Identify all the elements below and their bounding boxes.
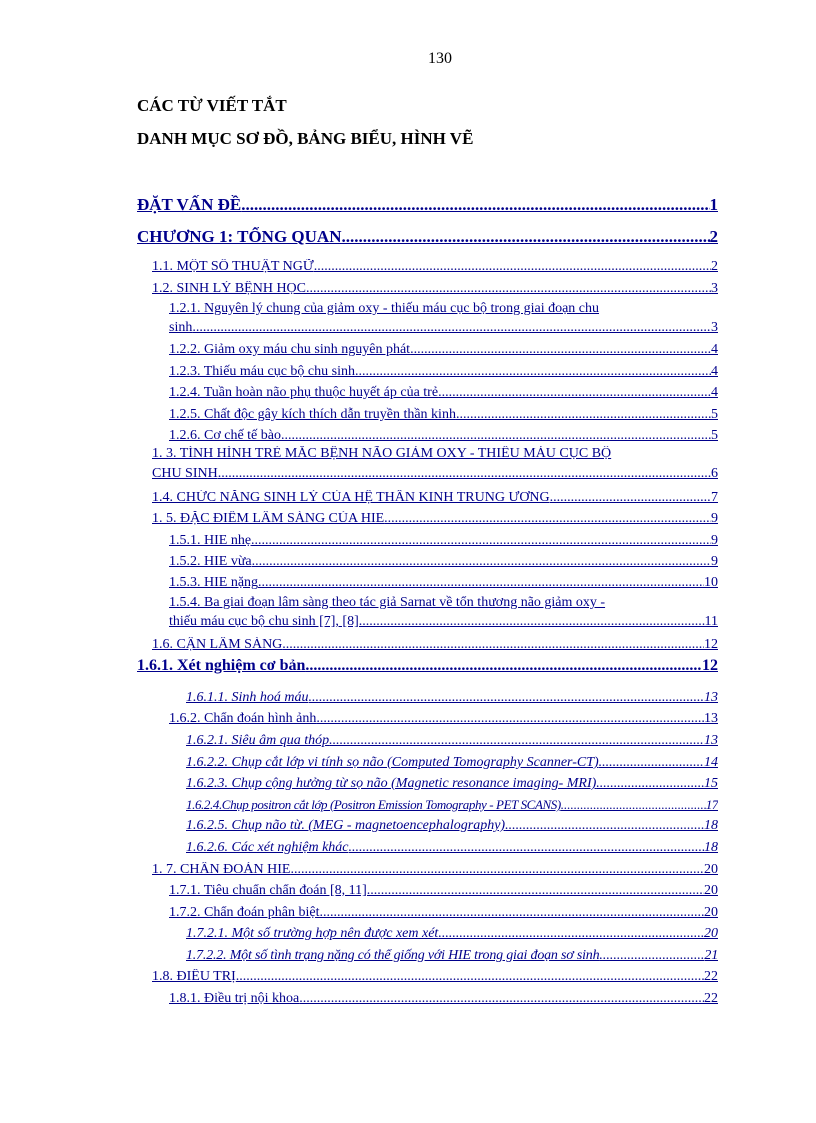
toc-title: 1.6.2.4.Chụp positron cắt lớp (Positron Emission Tomography - PET SCANS) xyxy=(186,797,561,812)
toc-page: 13 xyxy=(704,733,718,748)
toc-page: 4 xyxy=(711,385,718,400)
toc-entry[interactable] xyxy=(152,446,718,482)
toc-title: 1.6.2. Chẩn đoán hình ảnh xyxy=(169,711,317,726)
toc-entry[interactable] xyxy=(169,991,718,1007)
toc-page: 20 xyxy=(704,883,718,898)
toc-entry[interactable] xyxy=(152,490,718,506)
heading-list-of-figures: DANH MỤC SƠ ĐỒ, BẢNG BIỂU, HÌNH VẼ xyxy=(137,129,474,148)
toc-entry[interactable] xyxy=(152,259,718,275)
toc-page: 5 xyxy=(711,407,718,422)
toc-page: 11 xyxy=(704,614,718,629)
toc-title: 1.5.3. HIE nặng xyxy=(169,575,259,590)
toc-title: 1.8. ĐIỀU TRỊ xyxy=(152,969,236,984)
toc-entry[interactable] xyxy=(169,711,718,727)
toc-title: CHƯƠNG 1: TỔNG QUAN xyxy=(137,227,342,246)
toc-title: 1.6.2.2. Chụp cắt lớp vi tính sọ não (Computed Tomography Scanner-CT) xyxy=(186,755,599,770)
toc-title: 1.2.6. Cơ chế tế bào xyxy=(169,428,281,443)
toc-title: 1.6.1.1. Sinh hoá máu xyxy=(186,690,309,705)
toc-title: 1.6. CẬN LÂM SÀNG xyxy=(152,637,283,652)
toc-entry[interactable] xyxy=(169,595,718,630)
toc-entry[interactable] xyxy=(152,969,718,985)
toc-page: 3 xyxy=(711,281,718,296)
toc-title: 1.7.1. Tiêu chuẩn chẩn đoán [8, 11] xyxy=(169,883,367,898)
toc-page: 9 xyxy=(711,533,718,548)
toc-page: 13 xyxy=(704,711,718,726)
toc-title: 1.6.2.5. Chụp não từ. (MEG - magnetoencephalography) xyxy=(186,818,506,833)
toc-title: 1.2.1. Nguyên lý chung của giảm oxy - thiếu máu cục bộ trong giai đoạn chu xyxy=(169,301,600,316)
toc-entry[interactable] xyxy=(186,733,718,749)
toc-entry[interactable] xyxy=(152,637,718,653)
toc-title: 1.6.2.3. Chụp cộng hưởng từ sọ não (Magnetic resonance imaging- MRI) xyxy=(186,776,597,791)
toc-title: 1.4. CHỨC NĂNG SINH LÝ CỦA HỆ THẦN KINH TRUNG ƯƠNG xyxy=(152,490,550,505)
toc-entry[interactable] xyxy=(186,755,718,771)
toc-entry[interactable] xyxy=(169,428,718,444)
toc-entry[interactable] xyxy=(186,776,718,792)
toc-page: 12 xyxy=(704,637,718,652)
toc-title-cont: CHU SINH xyxy=(152,466,218,481)
toc-entry[interactable] xyxy=(152,862,718,878)
toc-title: 1. 7. CHẨN ĐOÁN HIE xyxy=(152,862,291,877)
toc-entry[interactable] xyxy=(169,385,718,401)
toc-title: 1.5.2. HIE vừa xyxy=(169,554,252,569)
toc-title: 1.6.1. Xét nghiệm cơ bản xyxy=(137,657,306,674)
toc-page: 4 xyxy=(711,342,718,357)
toc-entry[interactable] xyxy=(186,797,718,813)
toc-page: 10 xyxy=(704,575,718,590)
toc-entry[interactable] xyxy=(152,281,718,297)
heading-abbreviations: CÁC TỪ VIẾT TẮT xyxy=(137,96,287,115)
toc-page: 4 xyxy=(711,364,718,379)
toc-title: 1. 3. TÌNH HÌNH TRẺ MẮC BỆNH NÃO GIẢM OXY - THIẾU MÁU CỤC BỘ xyxy=(152,446,612,461)
toc-title: 1.8.1. Điều trị nội khoa xyxy=(169,991,300,1006)
toc-page: 9 xyxy=(711,511,718,526)
toc-title-cont: sinh xyxy=(169,320,193,335)
toc-title: 1.7.2.2. Một số tình trạng nặng có thể giống với HIE trong giai đoạn sơ sinh xyxy=(186,948,600,963)
toc-page: 13 xyxy=(704,690,718,705)
toc-title: 1.7.2.1. Một số trường hợp nên được xem xét xyxy=(186,926,439,941)
toc-title: 1.2.2. Giảm oxy máu chu sinh nguyên phát xyxy=(169,342,411,357)
toc-page: 2 xyxy=(709,227,718,246)
toc-title: 1.6.2.6. Các xét nghiệm khác xyxy=(186,840,349,855)
toc-page: 15 xyxy=(704,776,718,791)
toc-page: 6 xyxy=(711,466,718,481)
toc-title: 1.2.5. Chất độc gây kích thích dẫn truyền thần kinh xyxy=(169,407,456,422)
toc-title: 1.5.4. Ba giai đoạn lâm sàng theo tác giả Sarnat về tổn thương não giảm oxy - xyxy=(169,595,606,610)
toc-entry[interactable] xyxy=(169,301,718,336)
toc-page: 20 xyxy=(704,926,718,941)
toc-entry[interactable] xyxy=(137,227,718,247)
toc-page: 20 xyxy=(704,905,718,920)
toc-page: 9 xyxy=(711,554,718,569)
toc-page: 7 xyxy=(711,490,718,505)
toc-page: 2 xyxy=(711,259,718,274)
toc-page: 17 xyxy=(705,797,718,812)
toc-entry[interactable] xyxy=(186,818,718,834)
toc-page: 1 xyxy=(709,195,718,214)
toc-page: 21 xyxy=(704,948,718,963)
toc-entry[interactable] xyxy=(186,926,718,942)
toc-entry[interactable] xyxy=(186,948,718,964)
toc-title: 1.2. SINH LÝ BỆNH HỌC xyxy=(152,281,306,296)
toc-page: 22 xyxy=(704,991,718,1006)
toc-title: 1.7.2. Chẩn đoán phân biệt xyxy=(169,905,320,920)
toc-title: 1.2.4. Tuần hoàn não phụ thuộc huyết áp của trẻ xyxy=(169,385,439,400)
toc-entry[interactable] xyxy=(169,905,718,921)
toc-title: 1.5.1. HIE nhẹ xyxy=(169,533,252,548)
toc-title: 1.6.2.1. Siêu âm qua thóp xyxy=(186,733,330,748)
toc-title-cont: thiếu máu cục bộ chu sinh [7], [8] xyxy=(169,614,359,629)
toc-title: ĐẶT VẤN ĐỀ xyxy=(137,195,242,214)
toc-page: 20 xyxy=(704,862,718,877)
page-number: 130 xyxy=(428,50,452,67)
toc-page: 12 xyxy=(702,657,718,674)
toc-entry[interactable] xyxy=(186,840,718,856)
toc-entry[interactable] xyxy=(186,690,718,706)
toc-entry[interactable] xyxy=(169,883,718,899)
toc-page: 18 xyxy=(704,818,718,833)
toc-entry[interactable] xyxy=(169,575,718,591)
toc-page: 3 xyxy=(711,320,718,335)
toc-entry[interactable] xyxy=(169,554,718,570)
toc-entry[interactable] xyxy=(169,364,718,380)
toc-page: 18 xyxy=(704,840,718,855)
toc-page: 22 xyxy=(704,969,718,984)
toc-entry[interactable] xyxy=(152,511,718,527)
toc-title: 1.2.3. Thiếu máu cục bộ chu sinh xyxy=(169,364,355,379)
toc-entry[interactable] xyxy=(137,195,718,215)
toc-title: 1.1. MỘT SỐ THUẬT NGỮ xyxy=(152,259,314,274)
toc-page: 14 xyxy=(704,755,718,770)
toc-entry[interactable] xyxy=(169,533,718,549)
toc-entry[interactable] xyxy=(169,407,718,423)
toc-entry[interactable] xyxy=(137,657,718,675)
toc-entry[interactable] xyxy=(169,342,718,358)
toc-page: 5 xyxy=(711,428,718,443)
toc-title: 1. 5. ĐẶC ĐIỂM LÂM SÀNG CỦA HIE xyxy=(152,511,385,526)
